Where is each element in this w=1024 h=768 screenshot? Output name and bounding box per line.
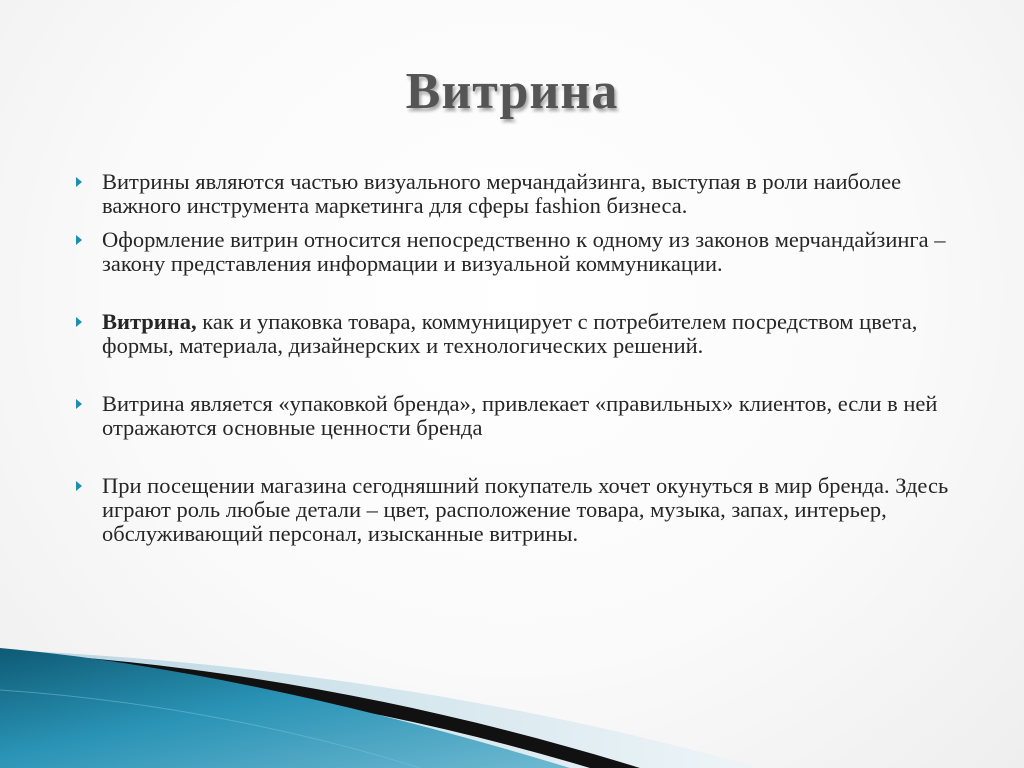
bullet-list	[72, 170, 972, 546]
bullet-triangle-icon	[76, 235, 82, 245]
bullet-bold-lead: Витрина,	[102, 309, 197, 334]
bullet-text: При посещении магазина сегодняшний покупатель хочет окунуться в мир бренда. Здесь играют роль любые детали – цвет, расположение товара, музыка, запах, интерьер, обслуживающий персонал, изысканные витрины.	[102, 473, 949, 546]
bullet-text: Витрина является «упаковкой бренда», привлекает «правильных» клиентов, если в ней отражаются основные ценности бренда	[102, 391, 938, 440]
bullet-item-5	[72, 474, 972, 546]
bullet-item-1	[72, 170, 972, 218]
bullet-text: Витрины являются частью визуального мерчандайзинга, выступая в роли наиболее важного инструмента маркетинга для сферы fashion бизнеса.	[102, 169, 902, 218]
slide-title: Витрина	[405, 63, 619, 120]
bullet-triangle-icon	[76, 399, 82, 409]
bullet-triangle-icon	[76, 317, 82, 327]
bullet-text: Оформление витрин относится непосредственно к одному из законов мерчандайзинга – закону представления информации и визуальной коммуникации.	[102, 227, 946, 276]
bullet-triangle-icon	[76, 177, 82, 187]
bullet-item-2	[72, 228, 972, 276]
bullet-item-4	[72, 392, 972, 440]
bullet-text: как и упаковка товара, коммуницирует с потребителем посредством цвета, формы, материала, дизайнерских и технологических решений.	[102, 309, 918, 358]
bullet-item-3	[72, 310, 972, 358]
bullet-triangle-icon	[76, 481, 82, 491]
